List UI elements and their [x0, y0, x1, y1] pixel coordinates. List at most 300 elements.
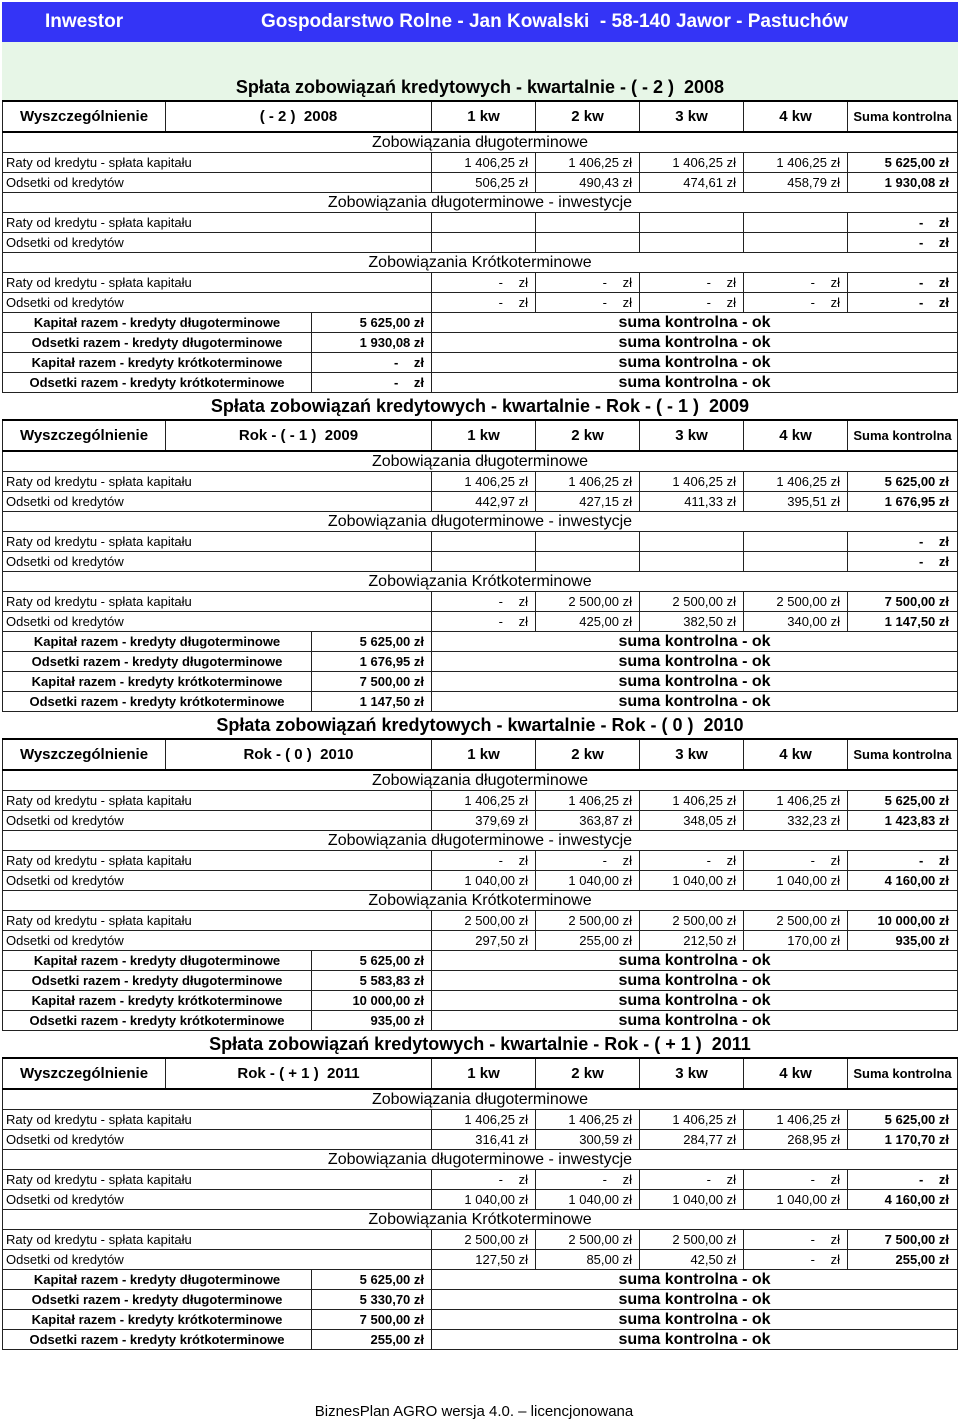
column-header-quarter: 3 kw — [640, 102, 744, 131]
table-header-row — [2, 419, 958, 452]
sum-value: 5 625,00 zł — [848, 153, 958, 172]
quarter-value: 382,50 zł — [640, 612, 744, 631]
total-label: Odsetki razem - kredyty długoterminowe — [2, 971, 312, 990]
quarter-value: - zł — [744, 1230, 848, 1249]
total-value: 5 583,83 zł — [312, 971, 432, 990]
quarter-value: 363,87 zł — [536, 811, 640, 830]
sum-value: 5 625,00 zł — [848, 472, 958, 491]
column-header-quarter: 3 kw — [640, 740, 744, 769]
check-status: suma kontrolna - ok — [432, 971, 958, 990]
quarter-value: 442,97 zł — [432, 492, 536, 511]
quarter-value: 1 040,00 zł — [536, 1190, 640, 1209]
quarter-value: 1 040,00 zł — [432, 1190, 536, 1209]
total-label: Odsetki razem - kredyty krótkoterminowe — [2, 1330, 312, 1349]
total-label: Kapitał razem - kredyty długoterminowe — [2, 1270, 312, 1289]
column-header-item: Wyszczególnienie — [2, 421, 166, 450]
quarter-value: 1 406,25 zł — [640, 153, 744, 172]
row-label: Raty od kredytu - spłata kapitału — [2, 153, 432, 172]
total-row — [2, 971, 958, 991]
quarter-value: 1 406,25 zł — [640, 472, 744, 491]
quarter-value: - zł — [640, 1170, 744, 1189]
quarter-value: 1 040,00 zł — [744, 871, 848, 890]
quarter-value: 1 406,25 zł — [432, 791, 536, 810]
column-header-quarter: 3 kw — [640, 1059, 744, 1088]
quarter-value: - zł — [432, 1170, 536, 1189]
sum-value: 255,00 zł — [848, 1250, 958, 1269]
quarter-value: - zł — [536, 1170, 640, 1189]
table-row — [2, 532, 958, 552]
total-row — [2, 991, 958, 1011]
quarter-value — [536, 213, 640, 232]
sum-value: 7 500,00 zł — [848, 1230, 958, 1249]
group-heading: Zobowiązania długoterminowe — [2, 452, 958, 471]
section-title: Spłata zobowiązań kredytowych - kwartalnie - Rok - ( + 1 ) 2011 — [209, 1034, 751, 1054]
column-header-quarter: 1 kw — [432, 421, 536, 450]
total-label: Odsetki razem - kredyty krótkoterminowe — [2, 1011, 312, 1030]
quarter-value — [744, 552, 848, 571]
column-header-quarter: 4 kw — [744, 740, 848, 769]
quarter-value: - zł — [640, 851, 744, 870]
total-value: 1 676,95 zł — [312, 652, 432, 671]
row-label: Raty od kredytu - spłata kapitału — [2, 273, 432, 292]
quarter-value: - zł — [744, 851, 848, 870]
check-status: suma kontrolna - ok — [432, 333, 958, 352]
quarter-value: 340,00 zł — [744, 612, 848, 631]
section-title: Spłata zobowiązań kredytowych - kwartalnie - Rok - ( 0 ) 2010 — [216, 715, 744, 735]
total-value: 255,00 zł — [312, 1330, 432, 1349]
group-heading: Zobowiązania Krótkoterminowe — [2, 891, 958, 910]
quarter-value: 1 406,25 zł — [744, 791, 848, 810]
quarter-value: 1 406,25 zł — [536, 153, 640, 172]
total-row — [2, 1310, 958, 1330]
total-label: Odsetki razem - kredyty długoterminowe — [2, 652, 312, 671]
sum-value: - zł — [848, 532, 958, 551]
quarter-value: - zł — [536, 293, 640, 312]
sum-value: - zł — [848, 233, 958, 252]
sum-value: - zł — [848, 213, 958, 232]
group-heading: Zobowiązania Krótkoterminowe — [2, 253, 958, 272]
quarter-value — [432, 213, 536, 232]
quarter-value: 42,50 zł — [640, 1250, 744, 1269]
check-status: suma kontrolna - ok — [432, 652, 958, 671]
column-header-period: Rok - ( + 1 ) 2011 — [166, 1059, 432, 1088]
total-row — [2, 652, 958, 672]
quarter-value: 427,15 zł — [536, 492, 640, 511]
quarter-value: 425,00 zł — [536, 612, 640, 631]
total-value: 5 625,00 zł — [312, 632, 432, 651]
investor-label: Inwestor — [45, 11, 124, 32]
quarter-value: 2 500,00 zł — [432, 911, 536, 930]
quarter-value: 1 406,25 zł — [536, 791, 640, 810]
table-header-row — [2, 100, 958, 133]
quarter-value: 300,59 zł — [536, 1130, 640, 1149]
row-label: Raty od kredytu - spłata kapitału — [2, 592, 432, 611]
quarter-value: 297,50 zł — [432, 931, 536, 950]
sum-value: - zł — [848, 1170, 958, 1189]
total-row — [2, 672, 958, 692]
table-row — [2, 871, 958, 891]
quarter-value: 1 040,00 zł — [536, 871, 640, 890]
total-value: 1 147,50 zł — [312, 692, 432, 711]
column-header-quarter: 4 kw — [744, 102, 848, 131]
total-row — [2, 1330, 958, 1350]
table-row — [2, 931, 958, 951]
sum-value: 5 625,00 zł — [848, 1110, 958, 1129]
group-heading-row — [2, 253, 958, 273]
quarter-value: - zł — [432, 293, 536, 312]
quarter-value: 316,41 zł — [432, 1130, 536, 1149]
quarter-value: 170,00 zł — [744, 931, 848, 950]
column-header-item: Wyszczególnienie — [2, 1059, 166, 1088]
total-label: Odsetki razem - kredyty krótkoterminowe — [2, 373, 312, 392]
check-status: suma kontrolna - ok — [432, 951, 958, 970]
quarter-value: 379,69 zł — [432, 811, 536, 830]
quarter-value: 212,50 zł — [640, 931, 744, 950]
quarter-value: - zł — [744, 293, 848, 312]
sum-value: 7 500,00 zł — [848, 592, 958, 611]
table-row — [2, 552, 958, 572]
group-heading-row — [2, 193, 958, 213]
quarter-value: 395,51 zł — [744, 492, 848, 511]
total-label: Odsetki razem - kredyty długoterminowe — [2, 333, 312, 352]
sum-value: 10 000,00 zł — [848, 911, 958, 930]
table-row — [2, 811, 958, 831]
total-row — [2, 1270, 958, 1290]
check-status: suma kontrolna - ok — [432, 1330, 958, 1349]
group-heading-row — [2, 1150, 958, 1170]
group-heading-row — [2, 133, 958, 153]
quarter-value — [536, 552, 640, 571]
check-status: suma kontrolna - ok — [432, 1310, 958, 1329]
sum-value: - zł — [848, 273, 958, 292]
check-status: suma kontrolna - ok — [432, 353, 958, 372]
quarter-value: 411,33 zł — [640, 492, 744, 511]
check-status: suma kontrolna - ok — [432, 991, 958, 1010]
table-header-row — [2, 738, 958, 771]
column-header-sum: Suma kontrolna — [848, 102, 958, 131]
row-label: Odsetki od kredytów — [2, 492, 432, 511]
quarter-value: 2 500,00 zł — [744, 911, 848, 930]
sum-value: 1 423,83 zł — [848, 811, 958, 830]
row-label: Odsetki od kredytów — [2, 293, 432, 312]
quarter-value: 127,50 zł — [432, 1250, 536, 1269]
total-label: Odsetki razem - kredyty krótkoterminowe — [2, 692, 312, 711]
quarter-value: 2 500,00 zł — [536, 592, 640, 611]
group-heading: Zobowiązania długoterminowe - inwestycje — [2, 831, 958, 850]
group-heading-row — [2, 512, 958, 532]
quarter-value: - zł — [744, 273, 848, 292]
quarter-value: - zł — [536, 851, 640, 870]
column-header-sum: Suma kontrolna — [848, 421, 958, 450]
table-row — [2, 791, 958, 811]
row-label: Odsetki od kredytów — [2, 1250, 432, 1269]
sum-value: 4 160,00 zł — [848, 871, 958, 890]
row-label: Odsetki od kredytów — [2, 931, 432, 950]
column-header-quarter: 2 kw — [536, 1059, 640, 1088]
table-row — [2, 293, 958, 313]
total-row — [2, 333, 958, 353]
quarter-value: 85,00 zł — [536, 1250, 640, 1269]
check-status: suma kontrolna - ok — [432, 632, 958, 651]
row-label: Raty od kredytu - spłata kapitału — [2, 1230, 432, 1249]
quarter-value: 1 406,25 zł — [432, 1110, 536, 1129]
group-heading-row — [2, 831, 958, 851]
total-value: 7 500,00 zł — [312, 1310, 432, 1329]
total-label: Kapitał razem - kredyty krótkoterminowe — [2, 991, 312, 1010]
table-row — [2, 213, 958, 233]
check-status: suma kontrolna - ok — [432, 1270, 958, 1289]
quarter-value: - zł — [744, 1170, 848, 1189]
group-heading: Zobowiązania długoterminowe — [2, 133, 958, 152]
total-row — [2, 313, 958, 333]
quarter-value: 2 500,00 zł — [432, 1230, 536, 1249]
row-label: Odsetki od kredytów — [2, 1130, 432, 1149]
quarter-value: 348,05 zł — [640, 811, 744, 830]
header-bar — [2, 2, 958, 42]
row-label: Odsetki od kredytów — [2, 173, 432, 192]
quarter-value: 284,77 zł — [640, 1130, 744, 1149]
sum-value: 4 160,00 zł — [848, 1190, 958, 1209]
quarter-value: 490,43 zł — [536, 173, 640, 192]
group-heading-row — [2, 452, 958, 472]
check-status: suma kontrolna - ok — [432, 1011, 958, 1030]
row-label: Odsetki od kredytów — [2, 233, 432, 252]
sum-value: - zł — [848, 293, 958, 312]
group-heading-row — [2, 771, 958, 791]
row-label: Odsetki od kredytów — [2, 871, 432, 890]
group-heading-row — [2, 891, 958, 911]
column-header-quarter: 2 kw — [536, 740, 640, 769]
check-status: suma kontrolna - ok — [432, 313, 958, 332]
quarter-value: 268,95 zł — [744, 1130, 848, 1149]
quarter-value: 332,23 zł — [744, 811, 848, 830]
sum-value: 1 147,50 zł — [848, 612, 958, 631]
footer-license: BiznesPlan AGRO wersja 4.0. – licencjonowana — [314, 1403, 634, 1420]
row-label: Odsetki od kredytów — [2, 1190, 432, 1209]
section-title: Spłata zobowiązań kredytowych - kwartalnie - Rok - ( - 1 ) 2009 — [210, 396, 750, 416]
group-heading: Zobowiązania długoterminowe - inwestycje — [2, 1150, 958, 1169]
quarter-value: 255,00 zł — [536, 931, 640, 950]
section-title: Spłata zobowiązań kredytowych - kwartalnie - ( - 2 ) 2008 — [235, 77, 725, 97]
table-row — [2, 1130, 958, 1150]
total-value: 7 500,00 zł — [312, 672, 432, 691]
row-label: Raty od kredytu - spłata kapitału — [2, 1110, 432, 1129]
column-header-quarter: 3 kw — [640, 421, 744, 450]
group-heading: Zobowiązania długoterminowe - inwestycje — [2, 512, 958, 531]
quarter-value: 1 040,00 zł — [432, 871, 536, 890]
quarter-value — [640, 233, 744, 252]
sum-value: 935,00 zł — [848, 931, 958, 950]
table-row — [2, 1190, 958, 1210]
quarter-value: - zł — [536, 273, 640, 292]
quarter-value — [536, 233, 640, 252]
table-row — [2, 173, 958, 193]
total-label: Kapitał razem - kredyty krótkoterminowe — [2, 1310, 312, 1329]
quarter-value: - zł — [744, 1250, 848, 1269]
quarter-value: 2 500,00 zł — [536, 1230, 640, 1249]
quarter-value: 1 040,00 zł — [744, 1190, 848, 1209]
table-row — [2, 1110, 958, 1130]
farm-title: Gospodarstwo Rolne - Jan Kowalski - 58-140 Jawor - Pastuchów — [261, 11, 849, 32]
row-label: Odsetki od kredytów — [2, 811, 432, 830]
column-header-quarter: 1 kw — [432, 102, 536, 131]
column-header-quarter: 4 kw — [744, 1059, 848, 1088]
column-header-quarter: 1 kw — [432, 740, 536, 769]
repayment-section — [2, 74, 958, 393]
table-row — [2, 592, 958, 612]
quarter-value: 1 040,00 zł — [640, 1190, 744, 1209]
table-row — [2, 233, 958, 253]
quarter-value: - zł — [640, 293, 744, 312]
column-header-quarter: 2 kw — [536, 102, 640, 131]
table-row — [2, 1170, 958, 1190]
quarter-value: 1 040,00 zł — [640, 871, 744, 890]
column-header-item: Wyszczególnienie — [2, 102, 166, 131]
table-row — [2, 1250, 958, 1270]
quarter-value: 1 406,25 zł — [744, 153, 848, 172]
total-value: 10 000,00 zł — [312, 991, 432, 1010]
row-label: Raty od kredytu - spłata kapitału — [2, 851, 432, 870]
quarter-value: - zł — [432, 273, 536, 292]
quarter-value: 1 406,25 zł — [640, 1110, 744, 1129]
row-label: Raty od kredytu - spłata kapitału — [2, 472, 432, 491]
column-header-item: Wyszczególnienie — [2, 740, 166, 769]
repayment-section — [2, 393, 958, 712]
group-heading: Zobowiązania Krótkoterminowe — [2, 572, 958, 591]
quarter-value — [432, 552, 536, 571]
row-label: Raty od kredytu - spłata kapitału — [2, 791, 432, 810]
column-header-period: Rok - ( - 1 ) 2009 — [166, 421, 432, 450]
quarter-value: 458,79 zł — [744, 173, 848, 192]
sum-value: 1 930,08 zł — [848, 173, 958, 192]
quarter-value: 1 406,25 zł — [536, 472, 640, 491]
total-row — [2, 373, 958, 393]
column-header-period: Rok - ( 0 ) 2010 — [166, 740, 432, 769]
quarter-value — [640, 532, 744, 551]
quarter-value: - zł — [432, 592, 536, 611]
total-label: Kapitał razem - kredyty długoterminowe — [2, 632, 312, 651]
table-row — [2, 273, 958, 293]
total-value: 5 625,00 zł — [312, 951, 432, 970]
column-header-sum: Suma kontrolna — [848, 1059, 958, 1088]
total-row — [2, 951, 958, 971]
table-row — [2, 911, 958, 931]
repayment-document — [2, 74, 958, 1350]
group-heading: Zobowiązania długoterminowe — [2, 771, 958, 790]
column-header-sum: Suma kontrolna — [848, 740, 958, 769]
quarter-value: 1 406,25 zł — [536, 1110, 640, 1129]
row-label: Raty od kredytu - spłata kapitału — [2, 532, 432, 551]
check-status: suma kontrolna - ok — [432, 1290, 958, 1309]
total-value: 5 625,00 zł — [312, 1270, 432, 1289]
table-row — [2, 851, 958, 871]
quarter-value: 1 406,25 zł — [432, 153, 536, 172]
row-label: Raty od kredytu - spłata kapitału — [2, 213, 432, 232]
total-label: Kapitał razem - kredyty krótkoterminowe — [2, 672, 312, 691]
quarter-value: 1 406,25 zł — [432, 472, 536, 491]
row-label: Odsetki od kredytów — [2, 552, 432, 571]
quarter-value: 2 500,00 zł — [640, 1230, 744, 1249]
group-heading-row — [2, 1090, 958, 1110]
group-heading: Zobowiązania długoterminowe — [2, 1090, 958, 1109]
sum-value: 5 625,00 zł — [848, 791, 958, 810]
quarter-value — [432, 532, 536, 551]
row-label: Odsetki od kredytów — [2, 612, 432, 631]
column-header-quarter: 2 kw — [536, 421, 640, 450]
table-row — [2, 153, 958, 173]
check-status: suma kontrolna - ok — [432, 672, 958, 691]
table-header-row — [2, 1057, 958, 1090]
quarter-value: 1 406,25 zł — [640, 791, 744, 810]
total-value: 5 625,00 zł — [312, 313, 432, 332]
sum-value: - zł — [848, 851, 958, 870]
quarter-value — [640, 213, 744, 232]
quarter-value: 506,25 zł — [432, 173, 536, 192]
column-header-quarter: 1 kw — [432, 1059, 536, 1088]
total-row — [2, 353, 958, 373]
group-heading: Zobowiązania długoterminowe - inwestycje — [2, 193, 958, 212]
quarter-value: - zł — [432, 612, 536, 631]
repayment-section — [2, 1031, 958, 1350]
total-row — [2, 692, 958, 712]
quarter-value — [536, 532, 640, 551]
total-row — [2, 632, 958, 652]
sum-value: - zł — [848, 552, 958, 571]
quarter-value: 1 406,25 zł — [744, 472, 848, 491]
total-value: 1 930,08 zł — [312, 333, 432, 352]
group-heading-row — [2, 1210, 958, 1230]
quarter-value: 474,61 zł — [640, 173, 744, 192]
total-value: 5 330,70 zł — [312, 1290, 432, 1309]
repayment-section — [2, 712, 958, 1031]
quarter-value — [432, 233, 536, 252]
group-heading-row — [2, 572, 958, 592]
total-value: - zł — [312, 373, 432, 392]
total-label: Kapitał razem - kredyty krótkoterminowe — [2, 353, 312, 372]
total-row — [2, 1290, 958, 1310]
column-header-quarter: 4 kw — [744, 421, 848, 450]
total-row — [2, 1011, 958, 1031]
table-row — [2, 492, 958, 512]
check-status: suma kontrolna - ok — [432, 692, 958, 711]
total-value: 935,00 zł — [312, 1011, 432, 1030]
row-label: Raty od kredytu - spłata kapitału — [2, 911, 432, 930]
sum-value: 1 170,70 zł — [848, 1130, 958, 1149]
total-label: Kapitał razem - kredyty długoterminowe — [2, 951, 312, 970]
quarter-value: - zł — [432, 851, 536, 870]
total-label: Kapitał razem - kredyty długoterminowe — [2, 313, 312, 332]
quarter-value: - zł — [640, 273, 744, 292]
group-heading: Zobowiązania Krótkoterminowe — [2, 1210, 958, 1229]
total-label: Odsetki razem - kredyty długoterminowe — [2, 1290, 312, 1309]
check-status: suma kontrolna - ok — [432, 373, 958, 392]
quarter-value: 1 406,25 zł — [744, 1110, 848, 1129]
sum-value: 1 676,95 zł — [848, 492, 958, 511]
quarter-value — [744, 233, 848, 252]
quarter-value: 2 500,00 zł — [536, 911, 640, 930]
column-header-period: ( - 2 ) 2008 — [166, 102, 432, 131]
quarter-value — [640, 552, 744, 571]
quarter-value — [744, 213, 848, 232]
quarter-value — [744, 532, 848, 551]
table-row — [2, 1230, 958, 1250]
row-label: Raty od kredytu - spłata kapitału — [2, 1170, 432, 1189]
total-value: - zł — [312, 353, 432, 372]
quarter-value: 2 500,00 zł — [640, 592, 744, 611]
table-row — [2, 612, 958, 632]
table-row — [2, 472, 958, 492]
quarter-value: 2 500,00 zł — [640, 911, 744, 930]
